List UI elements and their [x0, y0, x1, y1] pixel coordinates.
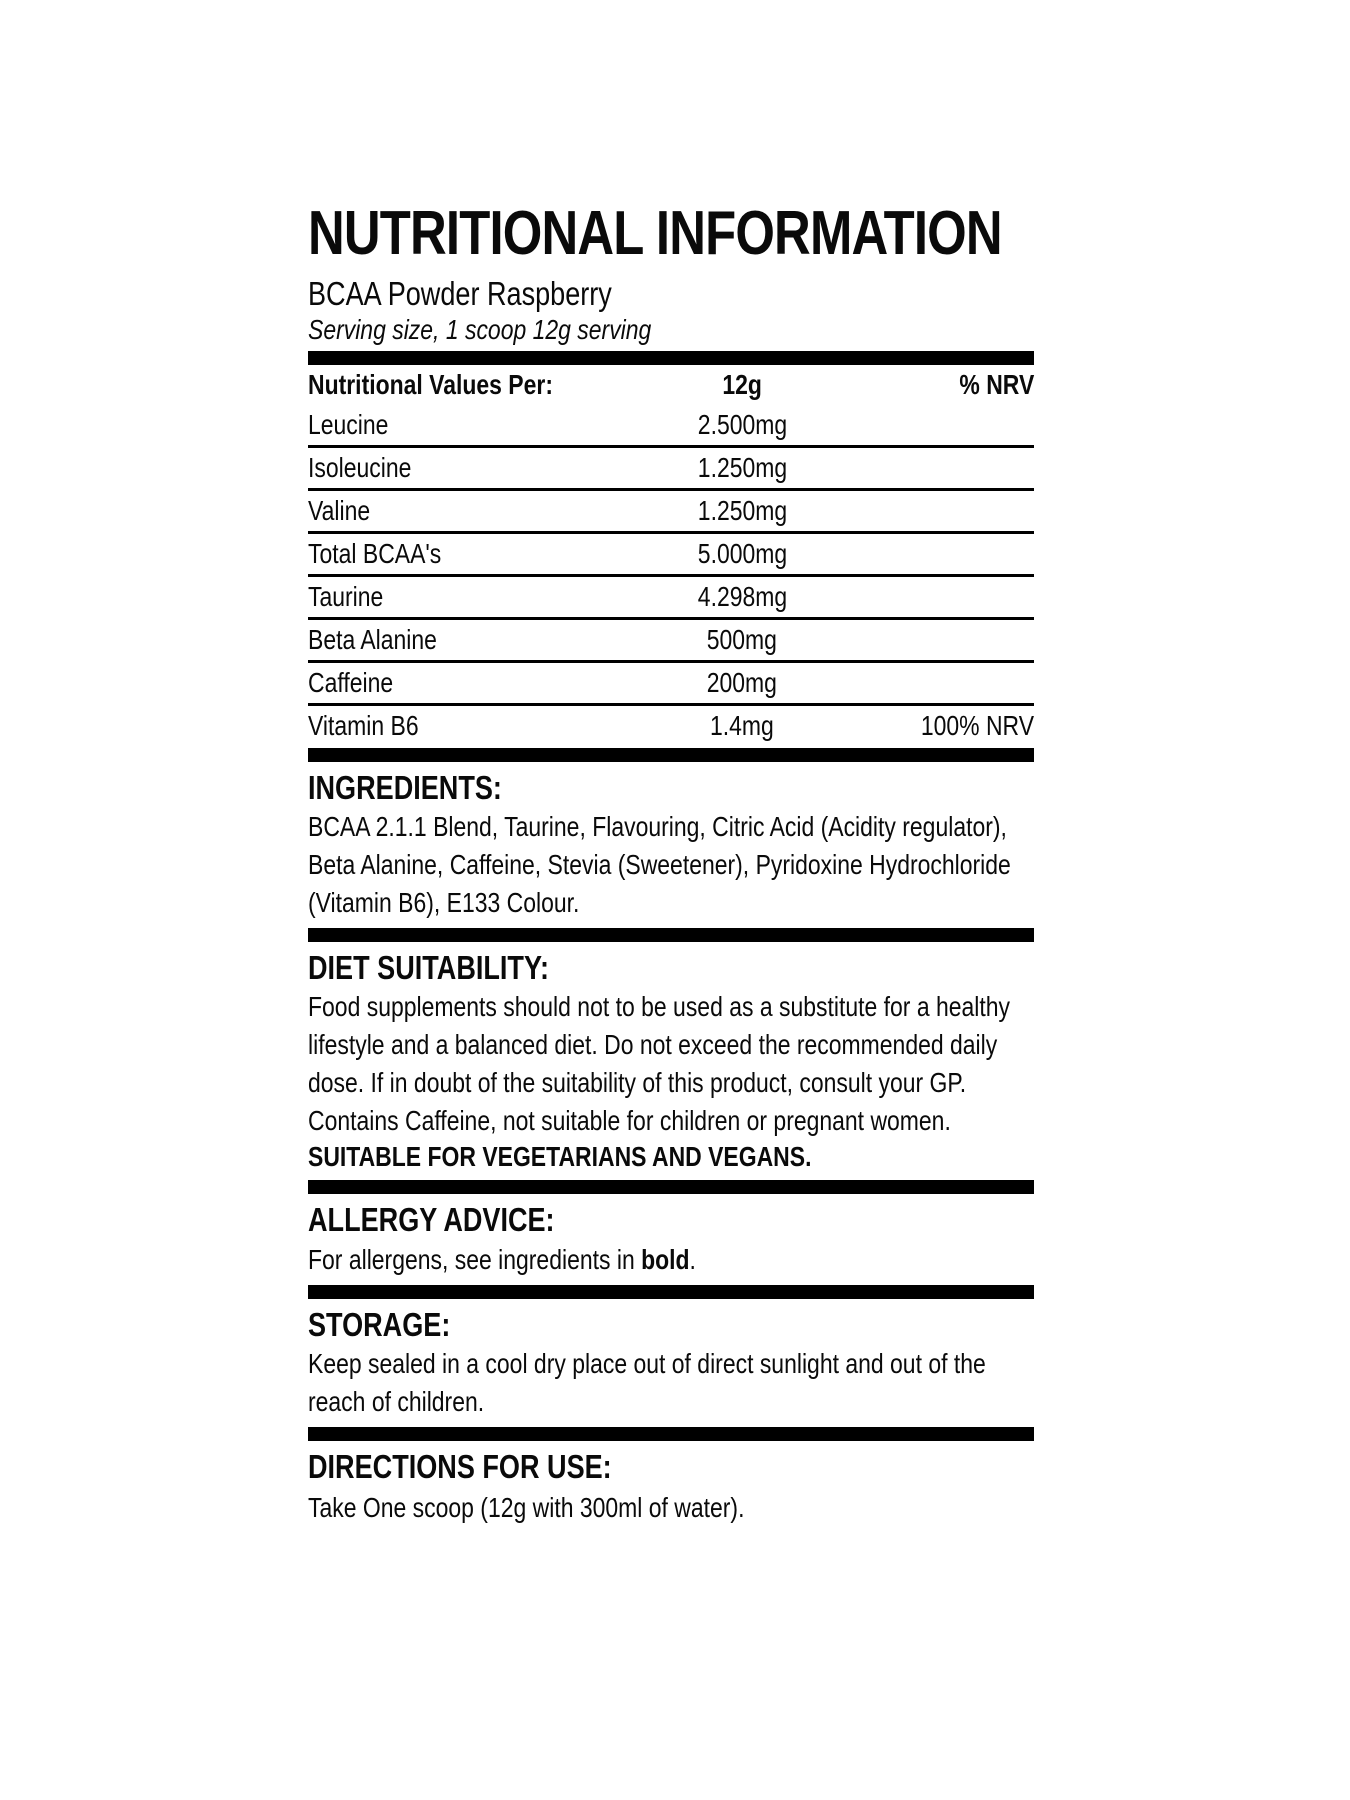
section-storage: [308, 1307, 1034, 1421]
section-directions: [308, 1449, 1034, 1527]
nutrient-amount-cell: [642, 532, 842, 575]
nutrient-amount-text: 4.298mg: [697, 580, 787, 612]
section-divider-bar: [308, 1427, 1034, 1441]
allergy-advice-heading: [308, 1202, 1034, 1238]
section-divider-bar: [308, 748, 1034, 762]
section-divider-bar: [308, 1180, 1034, 1194]
directions-body: [308, 1489, 1034, 1527]
diet-suitability-body: Food supplements should not to be used as a substitute for a healthy lifestyle and a balanced diet. Do not exceed the recommended daily dose. If in doubt of the suitability of this product, consult your GP. Contains Caffeine, not suitable for children or pregnant women.: [308, 991, 1011, 1137]
nutrient-name-text: Leucine: [308, 408, 389, 440]
column-header-nutrient-text: Nutritional Values Per:: [308, 368, 553, 400]
nutrient-name-cell: [308, 575, 642, 618]
nutrient-nrv-text: 100% NRV: [920, 709, 1034, 741]
section-divider-bar: [308, 1285, 1034, 1299]
nutrient-amount-cell: [642, 405, 842, 447]
nutrient-name-cell: [308, 405, 642, 447]
page-title-text: NUTRITIONAL INFORMATION: [308, 199, 1002, 268]
product-name: [308, 275, 1034, 313]
nutrient-name-text: Isoleucine: [308, 451, 412, 483]
nutrient-name-cell: [308, 489, 642, 532]
ingredients-heading-text: INGREDIENTS:: [308, 768, 502, 806]
table-row: [308, 489, 1034, 532]
ingredients-body: BCAA 2.1.1 Blend, Taurine, Flavouring, Citric Acid (Acidity regulator), Beta Alanine, Caffeine, Stevia (Sweetener), Pyridoxine Hydrochloride (Vitamin B6), E133 Colour.: [308, 811, 1011, 919]
directions-heading: [308, 1449, 1034, 1485]
nutrient-nrv-cell: [842, 704, 1034, 746]
diet-suitability-heading-text: DIET SUITABILITY:: [308, 949, 550, 987]
nutrient-amount-cell: [642, 704, 842, 746]
nutrition-label: [308, 0, 1034, 1527]
nutrient-amount-text: 1.4mg: [710, 709, 774, 741]
section-divider-bar: [308, 928, 1034, 942]
nutrient-nrv-cell: [842, 661, 1034, 704]
nutrient-nrv-cell: [842, 405, 1034, 447]
directions-body-text: Take One scoop (12g with 300ml of water).: [308, 1492, 745, 1524]
section-diet-suitability: [308, 950, 1034, 1172]
table-row: [308, 405, 1034, 447]
allergy-advice-heading-text: ALLERGY ADVICE:: [308, 1201, 555, 1239]
column-header-nrv-text: % NRV: [959, 368, 1034, 400]
directions-heading-text: DIRECTIONS FOR USE:: [308, 1447, 612, 1485]
section-ingredients: [308, 770, 1034, 922]
nutrient-amount-text: 500mg: [706, 623, 778, 655]
nutrient-amount-text: 1.250mg: [697, 451, 787, 483]
nutrient-name-cell: [308, 661, 642, 704]
serving-size-note-text: Serving size, 1 scoop 12g serving: [308, 313, 652, 345]
nutrient-name-cell: [308, 704, 642, 746]
allergy-body-bold-word: bold: [641, 1243, 690, 1275]
nutrient-nrv-cell: [842, 618, 1034, 661]
table-row: [308, 704, 1034, 746]
nutrient-nrv-cell: [842, 446, 1034, 489]
serving-size-note: [308, 315, 1034, 346]
nutrient-nrv-cell: [842, 532, 1034, 575]
nutrient-amount-text: 200mg: [706, 666, 778, 698]
table-row: [308, 575, 1034, 618]
nutrient-name-text: Caffeine: [308, 666, 394, 698]
product-name-text: BCAA Powder Raspberry: [308, 275, 612, 312]
table-row: [308, 446, 1034, 489]
section-allergy-advice: [308, 1202, 1034, 1278]
nutrient-amount-text: 2.500mg: [697, 408, 787, 440]
nutrient-name-text: Vitamin B6: [308, 709, 419, 741]
allergy-body-prefix: For allergens, see ingredients in: [308, 1243, 642, 1275]
nutrient-amount-cell: [642, 618, 842, 661]
nutrient-name-text: Total BCAA's: [308, 537, 442, 569]
nutrient-name-text: Beta Alanine: [308, 623, 437, 655]
column-header-amount: [642, 365, 842, 405]
nutrient-name-text: Valine: [308, 494, 371, 526]
diet-suitability-heading: [308, 950, 1034, 986]
column-header-nrv: [842, 365, 1034, 405]
table-row: [308, 618, 1034, 661]
column-header-nutrient: [308, 365, 642, 405]
vegetarian-vegan-statement: [308, 1142, 1034, 1172]
table-row: [308, 532, 1034, 575]
allergy-advice-body: [308, 1241, 1034, 1279]
nutrient-nrv-cell: [842, 575, 1034, 618]
table-header-row: [308, 365, 1034, 405]
column-header-amount-text: 12g: [722, 368, 762, 400]
nutrition-table: [308, 365, 1034, 746]
table-row: [308, 661, 1034, 704]
vegetarian-vegan-statement-text: SUITABLE FOR VEGETARIANS AND VEGANS.: [308, 1141, 812, 1173]
ingredients-heading: [308, 770, 1034, 806]
storage-heading-text: STORAGE:: [308, 1305, 451, 1343]
nutrient-amount-text: 5.000mg: [697, 537, 787, 569]
section-divider-bar: [308, 351, 1034, 365]
nutrient-name-cell: [308, 618, 642, 661]
nutrient-nrv-cell: [842, 489, 1034, 532]
nutrient-amount-cell: [642, 489, 842, 532]
nutrient-amount-cell: [642, 661, 842, 704]
storage-body: Keep sealed in a cool dry place out of direct sunlight and out of the reach of children.: [308, 1347, 986, 1417]
nutrient-amount-cell: [642, 575, 842, 618]
nutrition-table-body: [308, 405, 1034, 746]
nutrient-name-text: Taurine: [308, 580, 384, 612]
nutrient-name-cell: [308, 446, 642, 489]
nutrient-amount-text: 1.250mg: [697, 494, 787, 526]
nutrient-amount-cell: [642, 446, 842, 489]
storage-heading: [308, 1307, 1034, 1343]
allergy-body-suffix: .: [689, 1243, 696, 1275]
page-title: [308, 199, 1034, 268]
nutrient-name-cell: [308, 532, 642, 575]
allergy-advice-body-text: [308, 1241, 696, 1279]
